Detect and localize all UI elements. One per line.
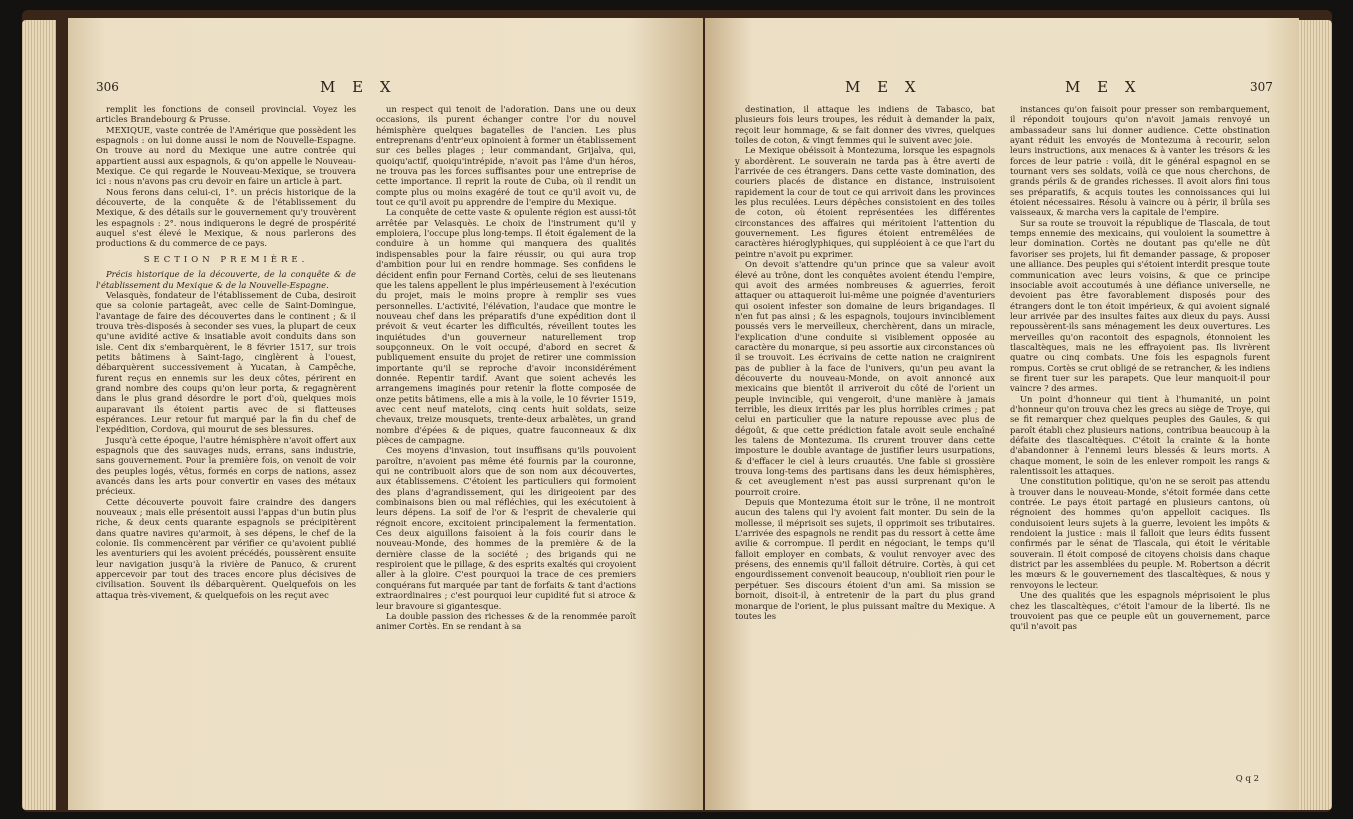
section-heading: SECTION PREMIÈRE. <box>143 254 309 265</box>
left-column <box>735 104 995 621</box>
page-number: 306 <box>96 80 119 94</box>
paragraph: On devoit s'attendre qu'un prince que sa valeur avoit élevé au trône, dont les conquêtes avoient étendu l'empire, qui avoit des armées nombreuses & aguerries, feroit attaquer ou attaqueroit lui-même une poignée d'aventuriers qui osoient infester son domaine de leurs brigandages. Il n'en fut pas ainsi ; & les espagnols, toujours invinciblement poussés vers le merveilleux, cherchèrent, dans un miracle, l'explication d'une conduite si visiblement opposée au caractère du monarque, si peu assortie aux circonstances où il se trouvoit. Les écrivains de cette nation ne craignirent pas de publier à la face de l'univers, qu'un peu avant la découverte du nouveau-Monde, on avoit annoncé aux mexicains que bientôt il arriveroit du côté de l'orient un peuple invincible, qui vengeroit, d'une manière à jamais terrible, les dieux irrités par les plus horribles crimes ; pat celui en particulier que la nature repousse avec plus de dégoût, & que cette prédiction fatale avoit seule enchaîné les talens de Montezuma. Ils crurent trouver dans cette imposture le double avantage de justifier leurs usurpations, & d'effacer le ciel à leurs cruautés. Une fable si grossière trouva long-tems des partisans dans les deux hémisphères, & cet aveuglement n'est pas aussi surprenant qu'on le pourroit croire. <box>735 259 995 497</box>
paragraph: Une des qualités que les espagnols méprisoient le plus chez les tlascaltèques, c'étoit l'amour de la liberté. Ils ne trouvoient pas que ce peuple eût un gouvernement, parce qu'il n'avoit pas <box>1010 590 1270 632</box>
paragraph: Ces moyens d'invasion, tout insuffisans qu'ils pouvoient paroître, n'avoient pas même été fournis par la couronne, qui ne contribuoit alors que de son nom aux découvertes, aux établissemens. C'étoient les particuliers qui formoient des plans d'agrandissement, qui les dirigeoient par des combinaisons bien ou mal réfléchies, qui les exécutoient à leurs dépens. La soif de l'or & l'esprit de chevalerie qui régnoit encore, excitoient principalement la fermentation. Ces deux aiguillons faisoient à la fois courir dans le nouveau-Monde, des hommes de la première & de la dernière classe de la société ; des brigands qui ne respiroient que le pillage, & des esprits exaltés qui croyoient aller à la gloire. C'est pourquoi la trace de ces premiers conquérans fut marquée par tant de forfaits & tant d'actions extraordinaires ; c'est pourquoi leur cupidité fut si atroce & leur bravoure si gigantesque. <box>376 445 636 611</box>
paragraph: instances qu'on faisoit pour presser son rembarquement, il répondoit toujours qu'on n'avoit jamais renvoyé un ambassadeur sans lui donner audience. Cette obstination ayant réduit les envoyés de Montezuma à recourir, selon leurs instructions, aux menaces & à vanter les trésors & les forces de leur patrie : voilà, dit le général espagnol en se tournant vers ses soldats, voilà ce que nous cherchons, de grands périls & de grandes richesses. Il avoit alors fini tous ses préparatifs, & acquis toutes les connoissances qui lui étoient nécessaires. Résolu à vaincre ou à périr, il brûla ses vaisseaux, & marcha vers la capitale de l'empire. <box>1010 104 1270 218</box>
paragraph: La conquête de cette vaste & opulente région est aussi-tôt arrêtée par Velasquès. Le choix de l'instrument qu'il y emploiera, l'occupe plus long-temps. Il étoit également de la conduire à un homme qui manquera des qualités indispensables pour la faire réussir, ou qui aura trop d'ambition pour lui en rendre hommage. Ses confidens le décident enfin pour Fernand Cortès, celui de ses lieutenans que les talens appellent le plus impérieusement à l'exécution du projet, mais le moins propre à remplir ses vues personnelles. L'activité, l'élévation, l'audace que montre le nouveau chef dans les préparatifs d'une expédition dont il prévoit & veut écarter les difficultés, réveillent toutes les inquiétudes d'un gouverneur naturellement trop soupçonneux. On le voit occupé, d'abord en secret & publiquement ensuite du projet de retirer une commission importante qu'il se reproche d'avoir inconsidérément donnée. Repentir tardif. Avant que soient achevés les arrangemens imaginés pour retenir la flotte composée de onze petits bâtimens, elle a mis à la voile, le 10 février 1519, avec cent neuf matelots, cinq cents huit soldats, seize chevaux, treize mousquets, trente-deux arbalètes, un grand nombre d'épées & de piques, quatre fauconneaux & dix pièces de campagne. <box>376 207 636 445</box>
running-head: M E X <box>1065 78 1142 96</box>
paragraph: Un point d'honneur qui tient à l'humanité, un point d'honneur qu'on trouva chez les grecs au siège de Troye, qui se fit remarquer chez quelques peuples des Gaules, & qui paroît établi chez plusieurs nations, contribua beaucoup à la défaite des tlascaltèques. C'étoit la crainte & la honte d'abandonner à l'ennemi leurs blessés & leurs morts. A chaque moment, le soin de les enlever rompoit les rangs & ralentissoit les attaques. <box>1010 393 1270 477</box>
right-column <box>1010 104 1270 632</box>
left-page-edges <box>22 20 56 810</box>
paragraph: Velasquès, fondateur de l'établissement de Cuba, desiroit que sa colonie partageât, avec celle de Saint-Domingue, l'avantage de faire des découvertes dans le continent ; & il trouva très-disposés à seconder ses vues, la plupart de ceux qu'une avidité active & insatiable avoit conduits dans son isle. Cent dix s'embarquèrent, le 8 février 1517, sur trois petits bâtimens à Saint-Iago, cinglèrent à l'ouest, débarquèrent successivement à Yucatan, à Campêche, furent reçus en ennemis sur les deux côtes, périrent en grand nombre des coups qu'on leur porta, & regagnèrent dans le plus grand désordre le port d'où, quelques mois auparavant ils étoient partis avec de si flatteuses espérances. Leur retour fut marqué par la fin du chef de l'expédition, Cordova, qui mourut de ses blessures. <box>96 289 356 435</box>
right-page <box>705 18 1299 810</box>
paragraph: Sur sa route se trouvoit la république de Tlascala, de tout temps ennemie des mexicains, qui vouloient la soumettre à leur domination. Cortès ne doutant pas qu'elle ne dût favoriser ses projets, lui fit demander passage, & proposer une alliance. Des peuples qui s'étoient interdit presque toute communication avec leurs voisins, & que ce principe insociable avoit accoutumés à une défiance universelle, ne devoient pas être favorablement disposés pour des étrangers dont le ton étoit impérieux, & qui avoient signalé leur arrivée par des insultes faites aux dieux du pays. Aussi repoussèrent-ils sans ménagement les deux ouvertures. Les merveilles qu'on racontoit des espagnols, étonnoient les tlascaltèques, mais ne les effrayoient pas. Ils livrèrent quatre ou cinq combats. Une fois les espagnols furent rompus. Cortès se crut obligé de se retrancher, & les indiens se firent tuer sur les parapets. Que leur manquoit-il pour vaincre ? des armes. <box>1010 217 1270 394</box>
left-page <box>68 18 703 810</box>
paragraph: Cette découverte pouvoit faire craindre des dangers nouveaux ; mais elle présentoit aussi l'appas d'un butin plus riche, & deux cents quarante espagnols se précipitèrent dans quatre navires qu'armoit, à ses dépens, le chef de la colonie. Ils commencèrent par vérifier ce qu'avoient publié les aventuriers qui les avoient précédés, poussèrent ensuite leur navigation jusqu'à la rivière de Panuco, & crurent appercevoir par tout des traces encore plus décisives de civilisation. Souvent ils débarquèrent. Quelquefois on les attaqua très-vivement, & quelquefois on les reçut avec <box>96 496 356 600</box>
paragraph: un respect qui tenoit de l'adoration. Dans une ou deux occasions, ils purent échanger contre l'or du nouvel hémisphère quelques bagatelles de l'ancien. Les plus entreprenans d'entr'eux opinoient à former un établissement sur ces belles plages ; leur commandant, Grijalva, qui, quoiqu'actif, quoiqu'intrépide, n'avoit pas l'âme d'un héros, ne trouva pas les forces suffisantes pour une entreprise de cette importance. Il reprit la route de Cuba, où il rendit un compte plus ou moins exagéré de tout ce qu'il avoit vu, de tout ce qu'il avoit pu apprendre de l'empire du Mexique. <box>376 104 636 208</box>
running-head: M E X <box>320 78 397 96</box>
book <box>22 10 1332 812</box>
paragraph: Le Mexique obéissoit à Montezuma, lorsque les espagnols y abordèrent. Le souverain ne tarda pas à être averti de l'arrivée de ces étrangers. Dans cette vaste domination, des couriers placés de distance en distance, instruisoient rapidement la cour de tout ce qui arrivoit dans les provinces les plus reculées. Leurs dépêches consistoient en des toiles de coton, où étoient représentées les différentes circonstances des affaires qui méritoient l'attention du gouvernement. Les figures étoient entremêlées de caractères hiéroglyphiques, qui suppléoient à ce que l'art du peintre n'avoit pu exprimer. <box>735 145 995 259</box>
paragraph: Depuis que Montezuma étoit sur le trône, il ne montroit aucun des talens qui l'y avoient fait monter. Du sein de la mollesse, il méprisoit ses sujets, il opprimoit ses tributaires. L'arrivée des espagnols ne rendit pas du ressort à cette âme avilie & corrompue. Il perdit en négociant, le temps qu'il falloit employer en combats, & voulut renvoyer avec des présens, des ennemis qu'il falloit détruire. Cortès, à qui cet engourdissement convenoit beaucoup, n'oublioit rien pour le perpétuer. Ses discours étoient d'un ami. Sa mission se bornoit, disoit-il, à entretenir de la part du plus grand monarque de l'orient, le plus puissant maître du Mexique. A toutes les <box>735 497 995 621</box>
paragraph: destination, il attaque les indiens de Tabasco, bat plusieurs fois leurs troupes, les réduit à demander la paix, reçoit leur hommage, & se fait donner des vivres, quelques toiles de coton, & vingt femmes qui le suivent avec joie. <box>735 104 995 146</box>
paragraph: Une constitution politique, qu'on ne se seroit pas attendu à trouver dans le nouveau-Monde, s'étoit formée dans cette contrée. Le pays étoit partagé en plusieurs cantons, où régnoient des hommes qu'on appelloit caciques. Ils conduisoient leurs sujets à la guerre, levoient les impôts & rendoient la justice : mais il falloit que leurs édits fussent confirmés par le sénat de Tlascala, qui étoit le véritable souverain. Il étoit composé de citoyens choisis dans chaque district par les assemblées du peuple. M. Robertson a décrit les mœurs & le gouvernement des tlascaltèques, & nous y renvoyons le lecteur. <box>1010 476 1270 590</box>
paragraph: La double passion des richesses & de la renommée paroît animer Cortès. En se rendant à sa <box>376 610 636 632</box>
paragraph: remplit les fonctions de conseil provincial. Voyez les articles Brandebourg & Prusse. <box>96 104 356 125</box>
paragraph: Jusqu'à cette époque, l'autre hémisphère n'avoit offert aux espagnols que des sauvages nuds, errans, sans industrie, sans gouvernement. Pour la première fois, on venoit de voir des peuples logés, vêtus, formés en corps de nations, assez avancés dans les arts pour convertir en vases des métaux précieux. <box>96 434 356 497</box>
running-head: M E X <box>845 78 922 96</box>
paragraph: Nous ferons dans celui-ci, 1°. un précis historique de la découverte, de la conquête & de l'établissement du Mexique, & des détails sur le gouvernement qu'y trouvèrent les espagnols : 2°. nous indiquerons le degré de prospérité auquel s'est élevé le Mexique, & nous parlerons des productions & du commerce de ce pays. <box>96 186 356 249</box>
paragraph: MEXIQUE, vaste contrée de l'Amérique que possèdent les espagnols : on lui donne aussi le nom de Nouvelle-Espagne. On trouve au nord du Mexique une autre contrée qui appartient aussi aux espagnols, & qu'on appelle le Nouveau-Mexique. Ce qui regarde le Nouveau-Mexique, se trouvera ici : nous n'avons pas cru devoir en faire un article à part. <box>96 124 356 187</box>
section-subtitle: Précis historique de la découverte, de la conquête & de l'établissement du Mexique & de la Nouvelle-Espagne. <box>96 269 356 290</box>
page-number: 307 <box>1250 80 1273 94</box>
right-column <box>376 104 636 632</box>
signature-mark: Q q 2 <box>1235 774 1259 784</box>
left-column <box>96 104 356 600</box>
right-page-edges <box>1298 20 1332 810</box>
